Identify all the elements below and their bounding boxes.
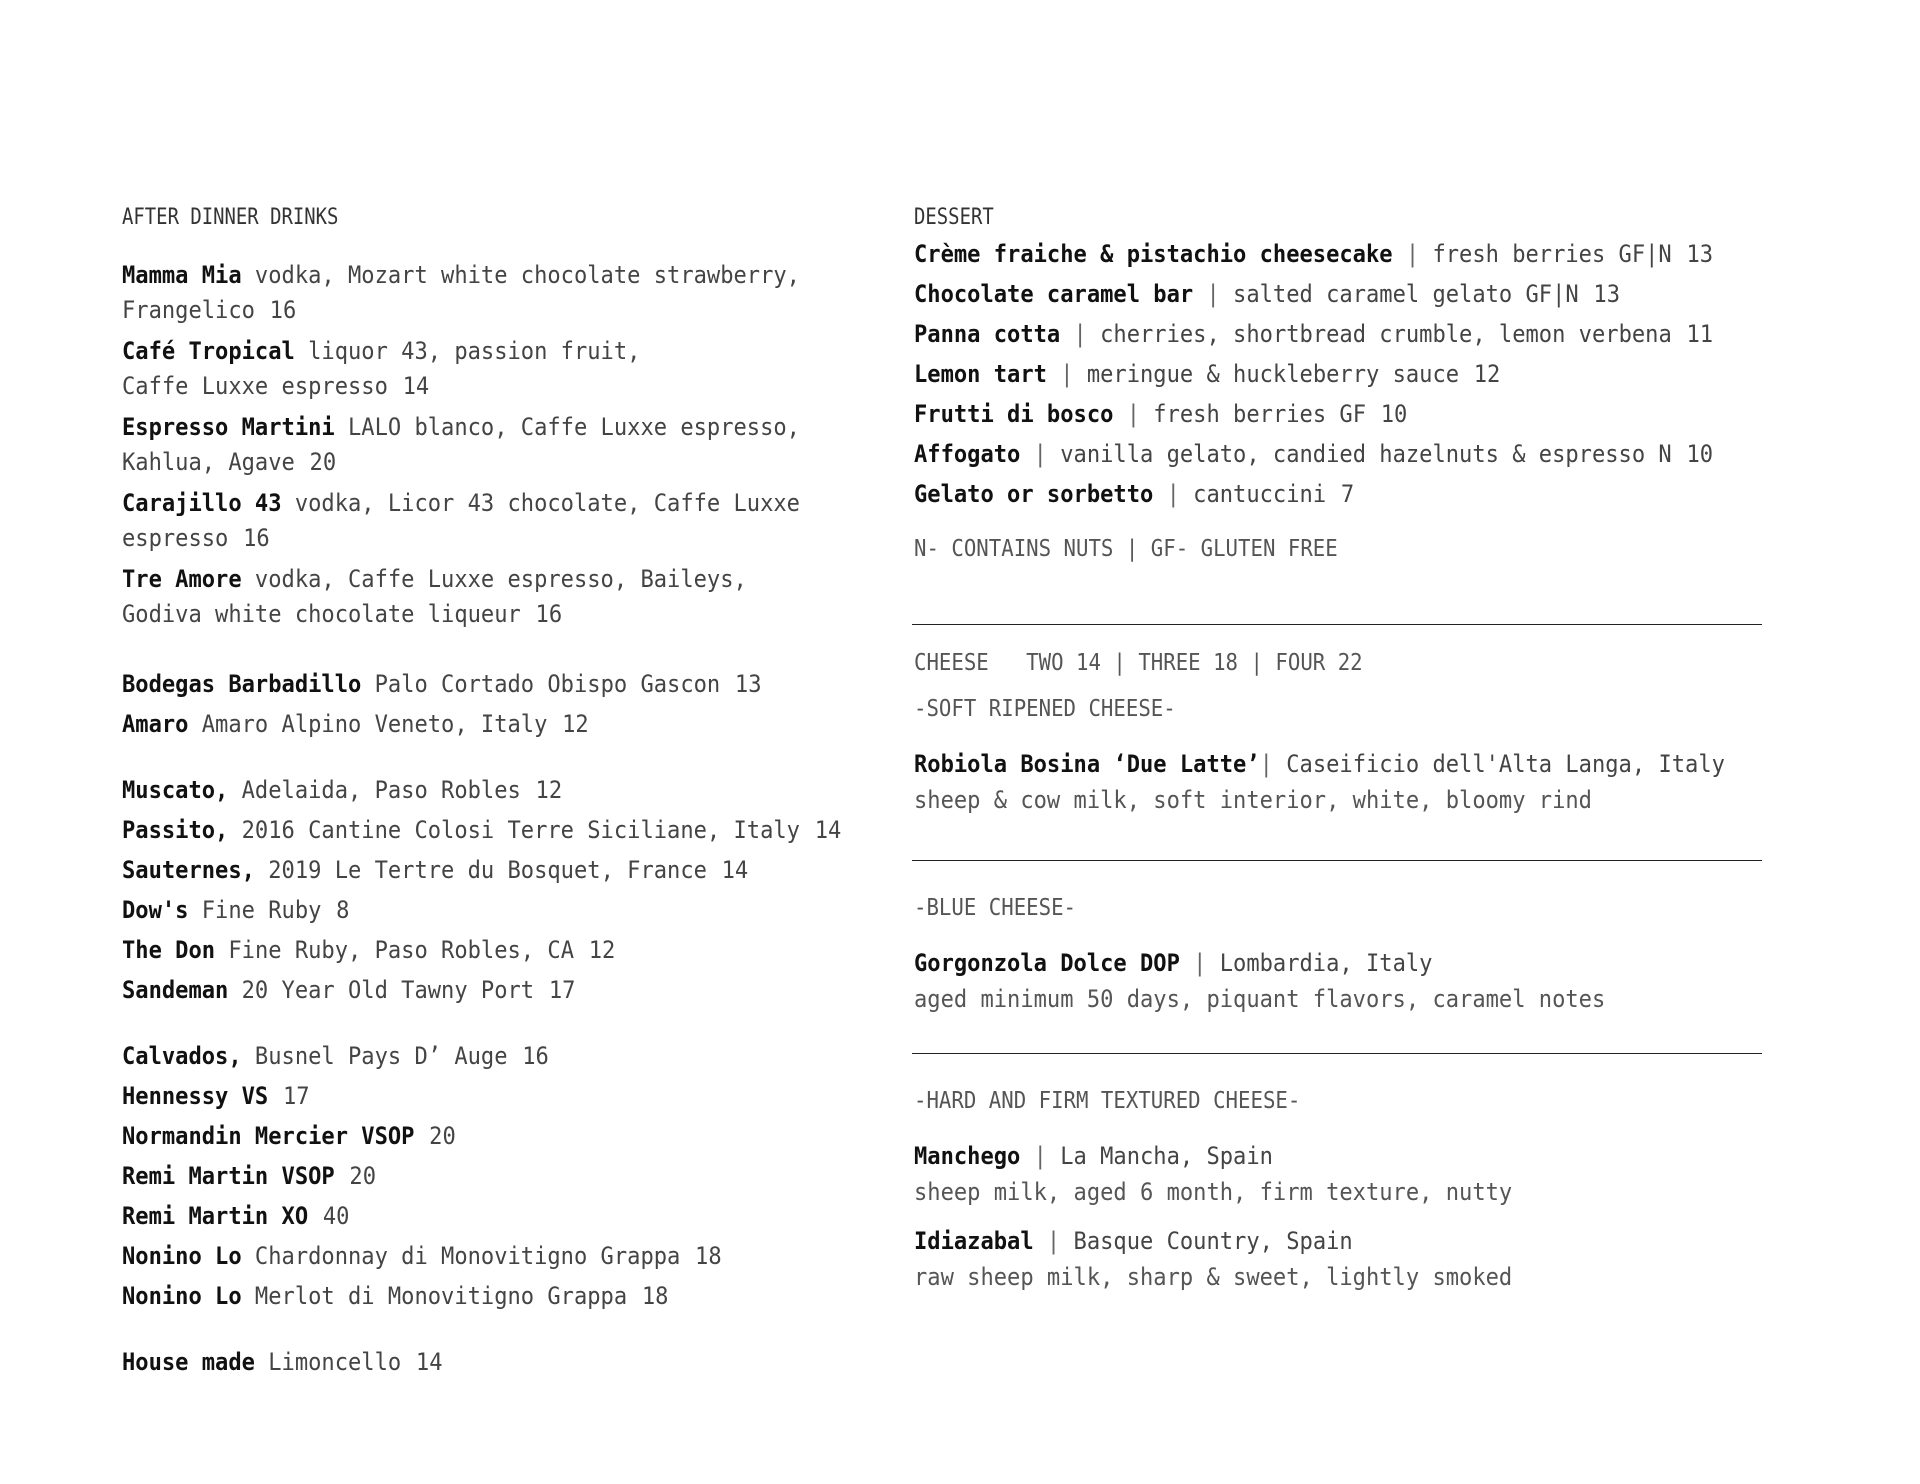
drink-ingredients-cont: Caffe Luxxe espresso [122,372,388,400]
drink-description: Merlot di Monovitigno Grappa [241,1282,628,1310]
drink-description: Adelaida, Paso Robles [228,776,521,804]
dessert-price: 12 [1473,360,1501,388]
drink-ingredients: LALO blanco, Caffe Luxxe espresso, [334,413,800,441]
drink-description: Fine Ruby [188,896,322,924]
drink-name: Sandeman [122,976,229,1004]
drink-price: 18 [641,1282,669,1310]
allergen-legend: N- CONTAINS NUTS | GF- GLUTEN FREE [914,536,1338,562]
cheese-title: CHEESE TWO 14 | THREE 18 | FOUR 22 [914,650,1363,676]
dessert-name: Gelato or sorbetto [914,480,1154,508]
hard-cheese-title: -HARD AND FIRM TEXTURED CHEESE- [914,1088,1301,1114]
drink-item [122,1036,821,1076]
dessert-price: 11 [1686,320,1714,348]
dessert-list [914,234,1764,514]
dessert-item [914,394,1696,434]
drink-price: 12 [535,776,563,804]
cheese-blue-item: Gorgonzola Dolce DOP | Lombardia, Italy [914,949,1433,977]
drink-price: 17 [282,1082,310,1110]
cheese-name: Idiazabal [914,1227,1034,1255]
drink-description: Palo Cortado Obispo Gascon [361,670,721,698]
dessert-name: Affogato [914,440,1021,468]
separator: | [1193,280,1234,308]
drink-ingredients: vodka, Mozart white chocolate strawberry, [241,261,800,289]
blue-cheese-title: -BLUE CHEESE- [914,895,1077,921]
drink-item [122,1156,821,1196]
separator: | [1020,1142,1061,1170]
drink-price: 14 [814,816,842,844]
drink-item [122,890,821,930]
drink-name: Passito, [122,816,229,844]
drink-description: Busnel Pays D’ Auge [241,1042,508,1070]
drink-ingredients-cont: Godiva white chocolate liqueur [122,600,521,628]
drink-price: 12 [562,710,589,738]
divider-cheese [912,624,1762,625]
cheese-description: aged minimum 50 days, piquant flavors, caramel notes [914,985,1606,1013]
dessert-price: 7 [1340,480,1355,508]
drink-description: 2019 Le Tertre du Bosquet, France [254,856,707,884]
drink-description: Fine Ruby, Paso Robles, CA [215,936,574,964]
cheese-origin: Basque Country, Spain [1073,1227,1353,1255]
drink-item [122,486,821,556]
drink-item [122,770,821,810]
separator: | [1020,440,1061,468]
drink-item [122,1342,821,1382]
cheese-hard-item [914,1223,1564,1294]
cheese-name: Robiola Bosina ‘Due Latte’ [914,750,1260,778]
drink-item [122,704,821,744]
dessert-description: fresh berries GF [1153,400,1366,428]
drink-price: 8 [336,896,350,924]
drink-price: 16 [522,1042,549,1070]
drink-ingredients: liquor 43, passion fruit, [294,337,641,365]
dessert-description: vanilla gelato, candied hazelnuts & espresso N [1060,440,1672,468]
drink-price: 16 [243,524,270,552]
divider-blue [912,860,1762,861]
dessert-name: Chocolate caramel bar [914,280,1194,308]
drink-name: Dow's [122,896,189,924]
cheese-origin: Caseificio dell'Alta Langa, Italy [1286,750,1725,778]
drink-description: Chardonnay di Monovitigno Grappa [241,1242,681,1270]
drink-ingredients: vodka, Caffe Luxxe espresso, Baileys, [241,565,747,593]
cheese-description: raw sheep milk, sharp & sweet, lightly smoked [914,1263,1513,1291]
dessert-item [914,234,1714,274]
dessert-cheese-column [914,205,1764,562]
drinks-limoncello-group [122,1342,882,1382]
cheese-name: Gorgonzola Dolce DOP [914,949,1180,977]
dessert-description: fresh berries GF|N [1432,240,1672,268]
drink-price: 12 [588,936,616,964]
dessert-price: 13 [1686,240,1714,268]
dessert-name: Panna cotta [914,320,1061,348]
separator: | [1060,320,1101,348]
separator: | [1392,240,1433,268]
drink-price: 18 [695,1242,722,1270]
cheese-section [914,650,1795,817]
after-dinner-drinks-title: AFTER DINNER DRINKS [122,205,339,230]
dessert-item [914,474,1696,514]
drink-item [122,1076,821,1116]
dessert-item [914,274,1696,314]
cheese-soft-item: Robiola Bosina ‘Due Latte’| Caseificio dell'Alta Langa, Italy [914,750,1725,778]
drink-price: 20 [349,1162,377,1190]
dessert-price: 10 [1686,440,1714,468]
drink-name: Remi Martin VSOP [122,1162,335,1190]
hard-cheese-section [914,1088,1564,1294]
drink-name: Café Tropical [122,337,295,365]
dessert-price: 13 [1593,280,1620,308]
dessert-item [914,434,1714,474]
dessert-description: cantuccini [1193,480,1327,508]
cheese-name: Manchego [914,1142,1021,1170]
drink-name: Mamma Mia [122,261,242,289]
drink-name: Remi Martin XO [122,1202,309,1230]
drink-price: 14 [415,1348,443,1376]
drink-description: 2016 Cantine Colosi Terre Siciliane, Italy [228,816,800,844]
dessert-item [914,314,1714,354]
drinks-cocktails-group [122,258,882,632]
dessert-description: cherries, shortbread crumble, lemon verbena [1100,320,1672,348]
drink-item [122,1236,821,1276]
drink-description: Amaro Alpino Veneto, Italy [188,710,548,738]
drink-item [122,970,821,1010]
drink-ingredients-cont: Kahlua, Agave [122,448,295,476]
drink-price: 14 [402,372,430,400]
drink-price: 40 [322,1202,350,1230]
drink-name: Espresso Martini [122,413,335,441]
drink-item [122,334,821,404]
dessert-price: 10 [1380,400,1408,428]
cheese-origin: La Mancha, Spain [1060,1142,1273,1170]
drink-name: House made [122,1348,255,1376]
drink-name: Nonino Lo [122,1242,242,1270]
drink-description: 20 Year Old Tawny Port [228,976,535,1004]
after-dinner-drinks-column [122,205,882,1382]
dessert-description: meringue & huckleberry sauce [1086,360,1460,388]
drink-price: 20 [429,1122,456,1150]
blue-cheese-section [914,895,1665,1016]
drink-item [122,1276,821,1316]
drinks-spirits-group [122,1036,882,1316]
drink-item [122,258,821,328]
separator: | [1113,400,1154,428]
dessert-name: Crème fraiche & pistachio cheesecake [914,240,1393,268]
drink-name: Muscato, [122,776,229,804]
drink-item [122,562,821,632]
drinks-dessert-wine-group [122,770,882,1010]
drink-name: Amaro [122,710,189,738]
drink-item [122,810,842,850]
cheese-description: sheep & cow milk, soft interior, white, bloomy rind [914,786,1592,814]
cheese-hard-item [914,1138,1564,1209]
drink-item [122,1196,821,1236]
drink-name: Carajillo 43 [122,489,282,517]
drink-item [122,410,821,480]
drink-name: The Don [122,936,216,964]
cheese-title-line [914,1223,1512,1260]
drink-item [122,1116,821,1156]
divider-hard [912,1053,1762,1054]
drink-ingredients-cont: Frangelico [122,296,255,324]
drink-price: 16 [269,296,297,324]
drink-price: 14 [721,856,749,884]
drink-item [122,930,821,970]
separator: | [1153,480,1194,508]
drink-name: Hennessy VS [122,1082,269,1110]
drink-price: 16 [535,600,563,628]
hard-cheese-list [914,1138,1564,1294]
cheese-description: sheep milk, aged 6 month, firm texture, nutty [914,1178,1513,1206]
drink-item [122,850,821,890]
cheese-title-line [914,1138,1512,1175]
separator: | [1046,360,1087,388]
soft-cheese-title: -SOFT RIPENED CHEESE- [914,696,1176,722]
drink-name: Tre Amore [122,565,242,593]
drink-ingredients-cont: espresso [122,524,229,552]
drink-name: Nonino Lo [122,1282,242,1310]
drink-name: Sauternes, [122,856,255,884]
drink-name: Bodegas Barbadillo [122,670,362,698]
dessert-item [914,354,1696,394]
drink-price: 20 [309,448,337,476]
drinks-sherry-amaro-group [122,664,882,744]
drink-name: Normandin Mercier VSOP [122,1122,415,1150]
dessert-description: salted caramel gelato GF|N [1233,280,1579,308]
drink-description: Limoncello [254,1348,402,1376]
dessert-name: Frutti di bosco [914,400,1114,428]
drink-price: 13 [734,670,762,698]
drink-item [122,664,821,704]
drink-name: Calvados, [122,1042,242,1070]
drink-price: 17 [548,976,576,1004]
dessert-name: Lemon tart [914,360,1047,388]
separator: | [1033,1227,1074,1255]
cheese-origin: Lombardia, Italy [1219,949,1433,977]
drink-ingredients: vodka, Licor 43 chocolate, Caffe Luxxe [281,489,800,517]
dessert-title: DESSERT [914,205,994,230]
